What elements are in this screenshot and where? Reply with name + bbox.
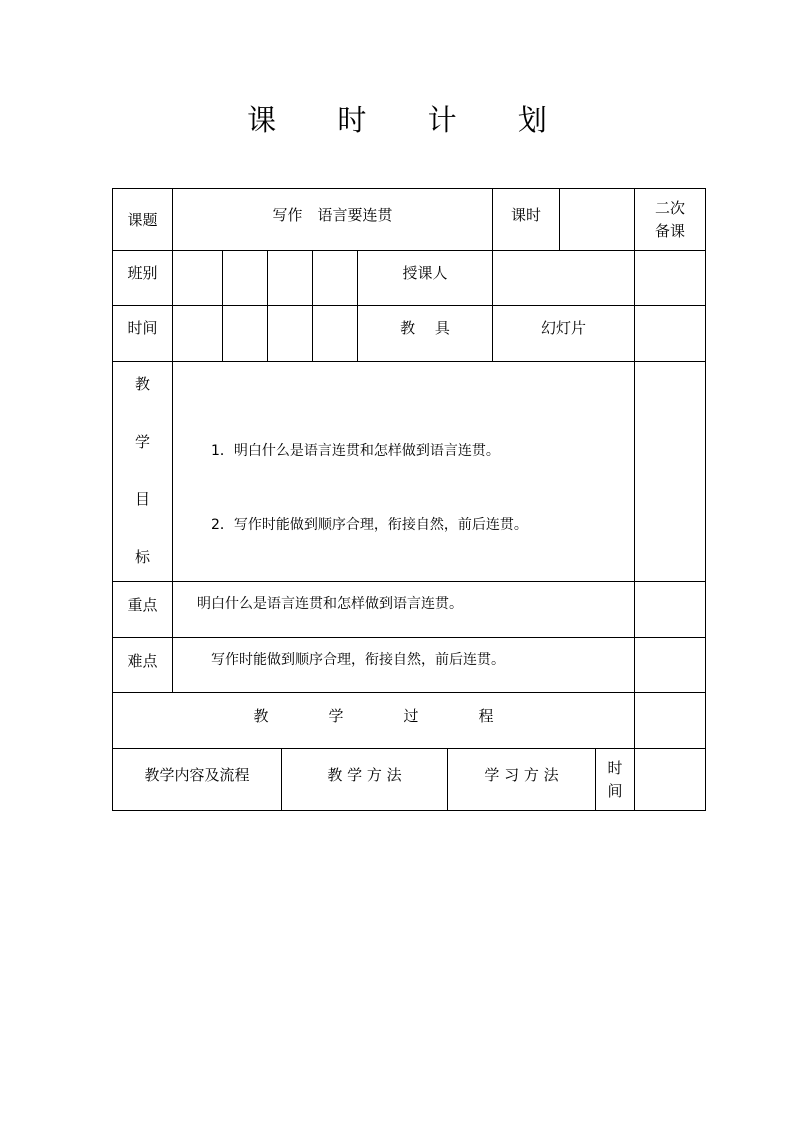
learning-method-header: 学 习 方 法 — [484, 766, 559, 784]
key-point-label: 重点 — [127, 596, 158, 614]
second-prep-key-point — [634, 581, 706, 638]
time-cell-1 — [172, 305, 223, 362]
difficulty-label-cell — [112, 637, 173, 693]
key-point-label-cell — [112, 581, 173, 638]
time-label: 时间 — [127, 319, 158, 337]
key-point-content-cell — [172, 581, 635, 638]
goals-label-char-3: 目 — [134, 490, 150, 509]
goals-label-char-4: 标 — [134, 547, 150, 566]
class-cell-2 — [222, 250, 268, 306]
time-cell-3 — [267, 305, 313, 362]
goals-label-char-2: 学 — [134, 432, 150, 451]
second-prep-line1: 二次 — [654, 199, 685, 217]
time-header-line1: 时 — [607, 759, 623, 777]
goal-item-2: 2．写作时能做到顺序合理，衔接自然，前后连贯。 — [211, 517, 528, 533]
time-cell-2 — [222, 305, 268, 362]
content-flow-header-cell — [112, 748, 282, 811]
class-cell-4 — [312, 250, 358, 306]
topic-label-cell — [112, 188, 173, 251]
topic-value-cell — [172, 188, 493, 251]
second-prep-columns — [634, 748, 706, 811]
key-point-text: 明白什么是语言连贯和怎样做到语言连贯。 — [197, 596, 463, 612]
second-prep-goals — [634, 361, 706, 582]
second-prep-line2: 备课 — [654, 221, 685, 240]
class-label: 班别 — [127, 264, 158, 282]
time-cell-4 — [312, 305, 358, 362]
teaching-method-header-cell — [281, 748, 448, 811]
goals-content-cell — [172, 361, 635, 582]
period-label-cell — [492, 188, 560, 251]
topic-label: 课题 — [127, 210, 158, 229]
teaching-method-header: 教 学 方 法 — [327, 766, 402, 784]
time-header-cell — [595, 748, 635, 811]
second-prep-row3 — [634, 305, 706, 362]
period-label: 课时 — [510, 206, 541, 224]
learning-method-header-cell — [447, 748, 596, 811]
content-flow-header: 教学内容及流程 — [144, 766, 250, 784]
tools-value: 幻灯片 — [540, 319, 586, 337]
teacher-label: 授课人 — [402, 264, 448, 282]
second-prep-difficulty — [634, 637, 706, 693]
class-cell-1 — [172, 250, 223, 306]
second-prep-process — [634, 692, 706, 749]
process-header-cell — [112, 692, 635, 749]
difficulty-label: 难点 — [127, 652, 158, 670]
second-prep-row2 — [634, 250, 706, 306]
process-header: 教 学 过 程 — [253, 707, 494, 725]
topic-value: 写作 语言要连贯 — [272, 206, 393, 224]
difficulty-text: 写作时能做到顺序合理，衔接自然，前后连贯。 — [211, 652, 505, 668]
goals-label-cell — [112, 361, 173, 582]
period-value-cell — [559, 188, 635, 251]
class-label-cell — [112, 250, 173, 306]
tools-value-cell — [492, 305, 635, 362]
class-cell-3 — [267, 250, 313, 306]
time-header-line2: 间 — [607, 781, 623, 800]
tools-label: 教 具 — [400, 319, 450, 337]
difficulty-content-cell — [172, 637, 635, 693]
goals-label-char-1: 教 — [134, 375, 150, 393]
goal-item-1: 1．明白什么是语言连贯和怎样做到语言连贯。 — [211, 443, 500, 459]
second-prep-cell — [634, 188, 706, 251]
page-title: 课 时 计 划 — [247, 103, 573, 137]
teacher-label-cell — [357, 250, 493, 306]
teacher-value-cell — [492, 250, 635, 306]
time-label-cell — [112, 305, 173, 362]
tools-label-cell — [357, 305, 493, 362]
